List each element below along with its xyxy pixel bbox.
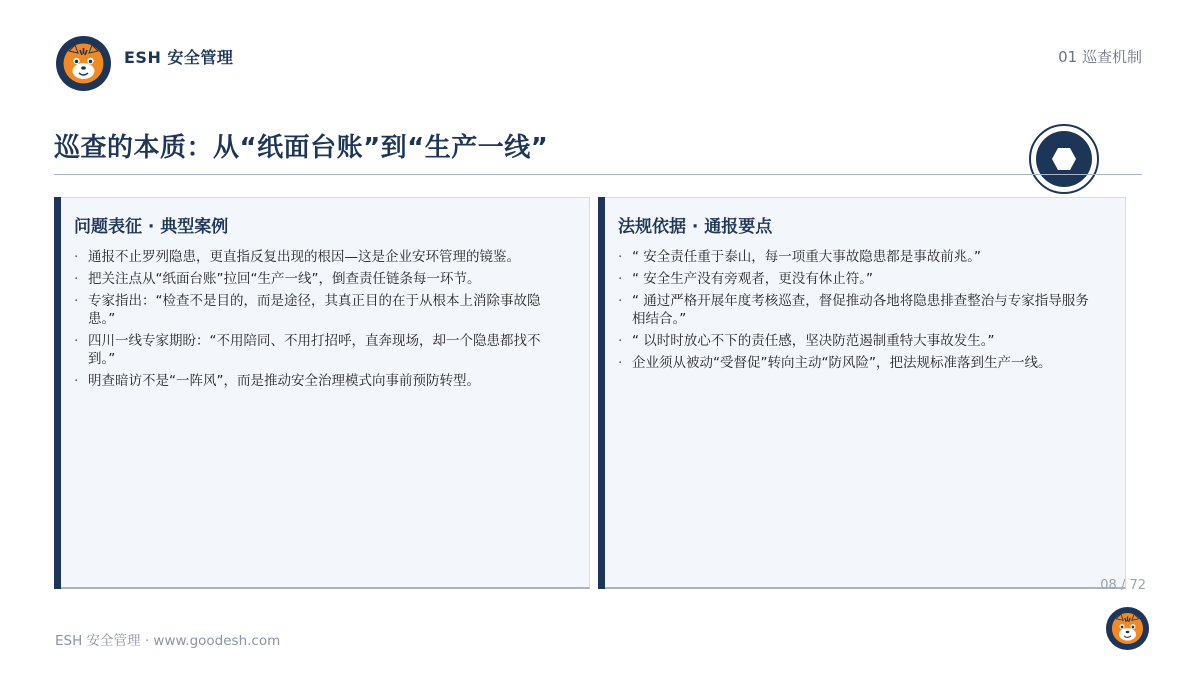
list-item: · “ 以时时放心不下的责任感，坚决防范遏制重特大事故发生。”: [618, 333, 995, 349]
hexagon-icon: [1051, 146, 1077, 172]
brand-logo: [56, 36, 111, 91]
list-item: · 明查暗访不是“一阵风”，而是推动安全治理模式向事前预防转型。: [74, 373, 480, 389]
list-item: · 把关注点从“纸面台账”拉回“生产一线”，倒查责任链条每一环节。: [74, 271, 481, 287]
page-title: 巡查的本质：从“纸面台账”到“生产一线”: [54, 133, 549, 163]
list-item: · 通报不止罗列隐患，更直指反复出现的根因—这是企业安环管理的镜鉴。: [74, 249, 520, 265]
panel-title: 法规依据 · 通报要点: [618, 217, 773, 237]
panel-cases: [54, 197, 590, 589]
tiger-mascot-icon: [61, 41, 106, 86]
title-divider: [54, 174, 1142, 175]
list-item: · 专家指出：“检查不是目的，而是途径，其真正目的在于从根本上消除事故隐患。”: [74, 293, 541, 327]
brand-name: ESH 安全管理: [124, 48, 234, 67]
panel-title: 问题表征 · 典型案例: [74, 217, 229, 237]
tiger-mascot-icon: [1110, 611, 1145, 646]
section-label: 01 巡查机制: [1058, 48, 1142, 66]
panel-accent-bar: [54, 197, 61, 589]
list-item: · “ 安全生产没有旁观者，更没有休止符。”: [618, 271, 874, 287]
panel-regulations: [598, 197, 1126, 589]
list-item: · 四川一线专家期盼：“不用陪同、不用打招呼，直奔现场，却一个隐患都找不到。”: [74, 333, 541, 367]
list-item: · “ 通过严格开展年度考核巡查，督促推动各地将隐患排查整治与专家指导服务相结合。”: [618, 293, 1089, 327]
list-item: · 企业须从被动“受督促”转向主动“防风险”，把法规标准落到生产一线。: [618, 355, 1052, 371]
case-list: [74, 248, 565, 394]
regulation-list: [618, 248, 1101, 376]
list-item: · “ 安全责任重于泰山，每一项重大事故隐患都是事故前兆。”: [618, 249, 982, 265]
section-badge: [1029, 124, 1099, 194]
page-number: 08 / 72: [1100, 578, 1146, 593]
footer-logo: [1106, 607, 1149, 650]
footer-text: ESH 安全管理 · www.goodesh.com: [55, 633, 281, 649]
panel-accent-bar: [598, 197, 605, 589]
